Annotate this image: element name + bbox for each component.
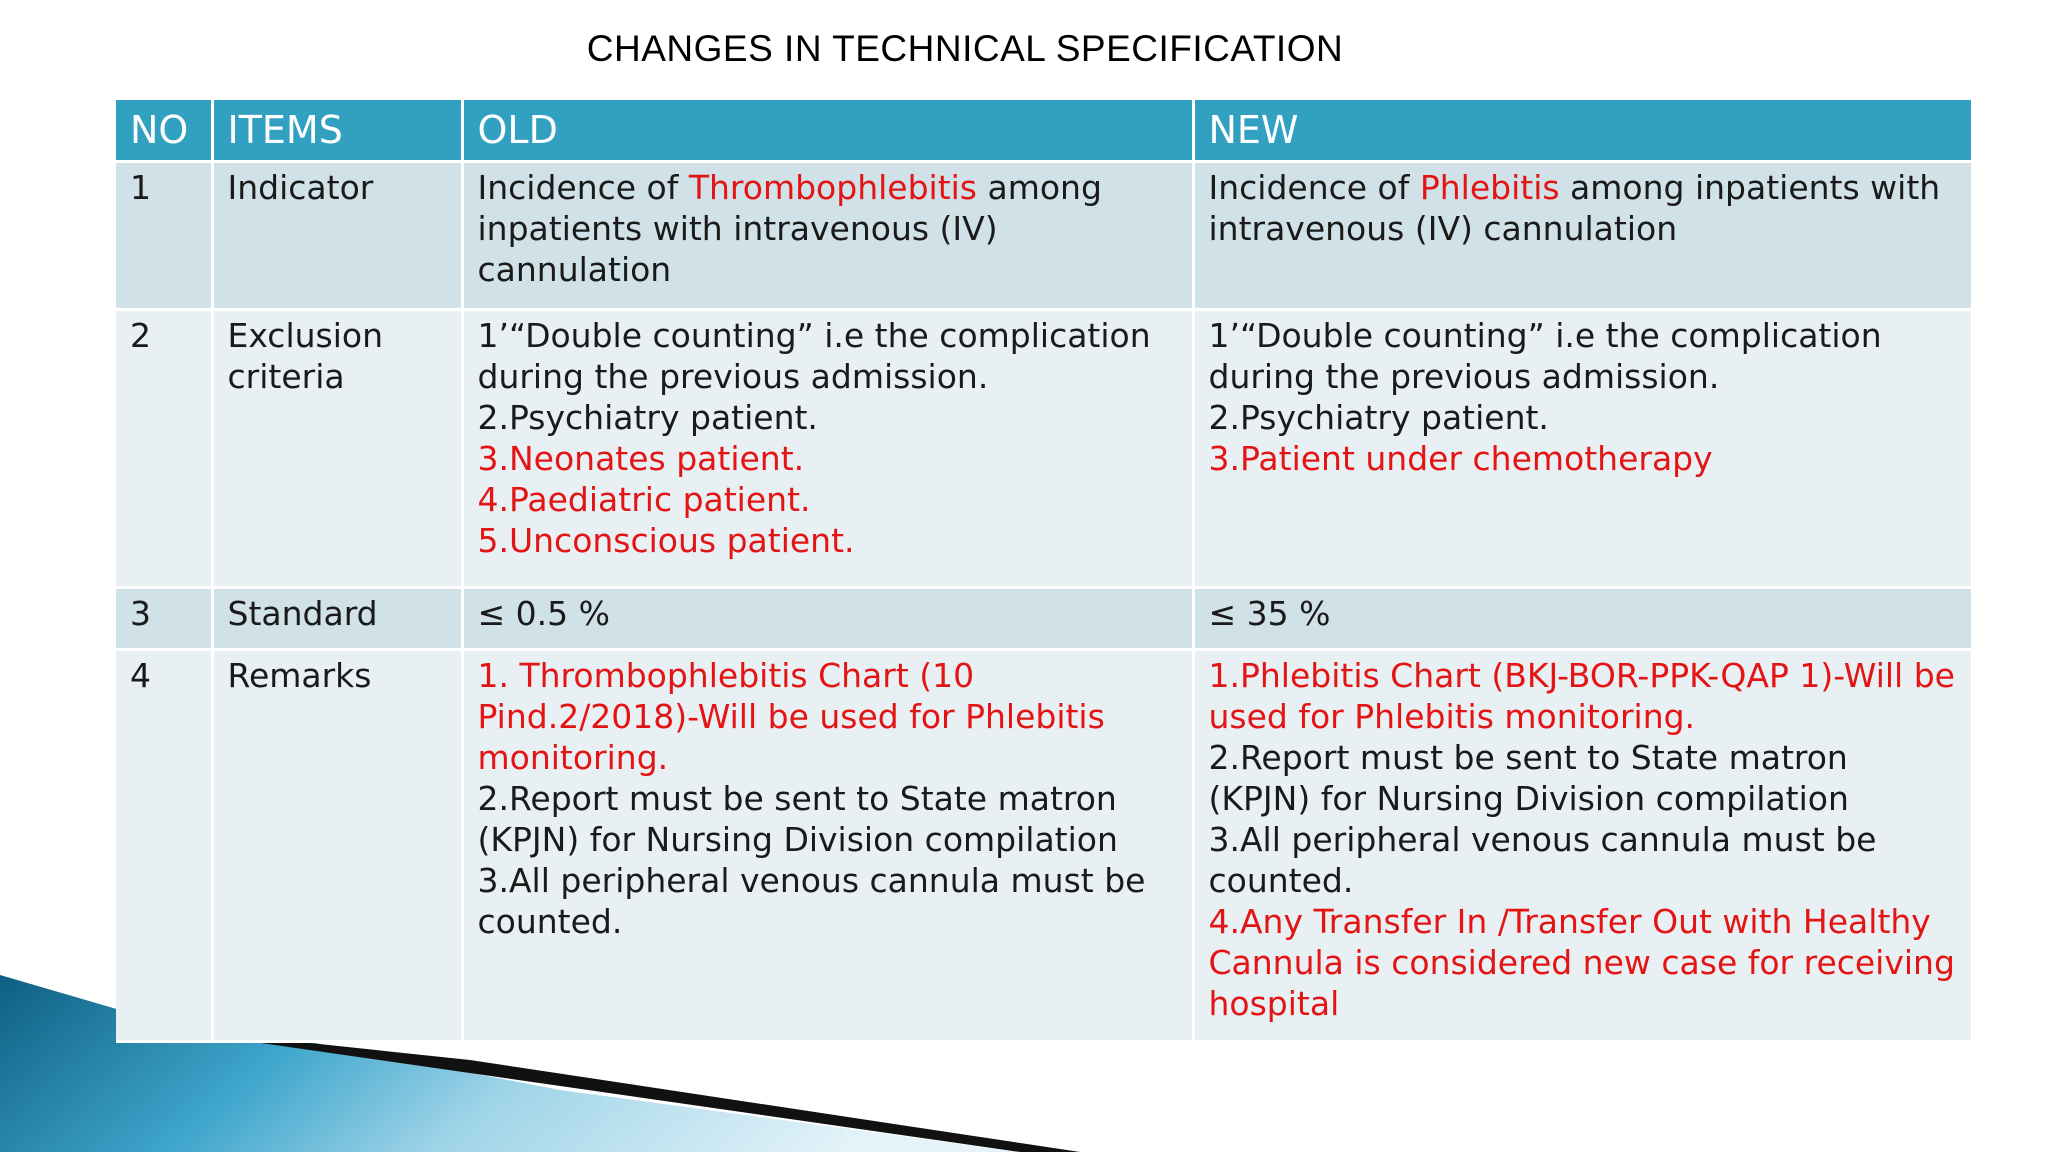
col-header-old: OLD <box>462 100 1193 162</box>
new-text-highlight: Phlebitis <box>1419 168 1560 207</box>
new-text-pre: Incidence of <box>1208 168 1420 207</box>
row-item: Standard <box>212 588 462 650</box>
new-remark-line: 1.Phlebitis Chart (BKJ-BOR-PPK-QAP 1)-Will be used for Phlebitis monitoring. <box>1208 656 1955 736</box>
old-cell <box>462 310 1193 588</box>
header-row <box>116 100 1971 162</box>
row-item: Indicator <box>212 162 462 310</box>
row-number: 2 <box>116 310 212 588</box>
old-exclusion-line: 1’“Double counting” i.e the complication during the previous admission. <box>477 316 1151 396</box>
row-number: 4 <box>116 650 212 1042</box>
old-exclusion-line: 2.Psychiatry patient. <box>477 398 818 437</box>
old-cell <box>462 162 1193 310</box>
row-item: Exclusion criteria <box>212 310 462 588</box>
new-remark-line: 3.All peripheral venous cannula must be counted. <box>1208 820 1877 900</box>
old-remark-line: 1. Thrombophlebitis Chart (10 Pind.2/2018)-Will be used for Phlebitis monitoring. <box>477 656 1105 777</box>
old-exclusion-line: 3.Neonates patient. <box>477 439 805 478</box>
new-text-post: among inpatients with intravenous (IV) cannulation <box>1208 168 1941 248</box>
new-exclusion-line: 3.Patient under chemotherapy <box>1208 439 1713 478</box>
old-remark-line: 2.Report must be sent to State matron (KPJN) for Nursing Division compilation <box>477 779 1118 859</box>
new-cell <box>1193 310 1971 588</box>
new-exclusion-line: 2.Psychiatry patient. <box>1208 398 1549 437</box>
row-number: 1 <box>116 162 212 310</box>
old-cell <box>462 650 1193 1042</box>
new-exclusion-line: 1’“Double counting” i.e the complication during the previous admission. <box>1208 316 1882 396</box>
new-standard-value: ≤ 35 % <box>1193 588 1971 650</box>
old-standard-value: ≤ 0.5 % <box>462 588 1193 650</box>
new-cell <box>1193 162 1971 310</box>
old-remark-line: 3.All peripheral venous cannula must be counted. <box>477 861 1146 941</box>
table-row-exclusion <box>116 310 1971 588</box>
slide-title: CHANGES IN TECHNICAL SPECIFICATION <box>586 28 1344 69</box>
col-header-items: ITEMS <box>212 100 462 162</box>
old-text-pre: Incidence of <box>477 168 689 207</box>
table-row-remarks <box>116 650 1971 1042</box>
row-item: Remarks <box>212 650 462 1042</box>
old-exclusion-line: 5.Unconscious patient. <box>477 521 855 560</box>
old-text-post: among inpatients with intravenous (IV) cannulation <box>477 168 1102 289</box>
table-row-indicator <box>116 162 1971 310</box>
spec-table <box>116 100 1971 1043</box>
col-header-new: NEW <box>1193 100 1971 162</box>
row-number: 3 <box>116 588 212 650</box>
new-remark-line: 2.Report must be sent to State matron (KPJN) for Nursing Division compilation <box>1208 738 1849 818</box>
col-header-no: NO <box>116 100 212 162</box>
new-cell <box>1193 650 1971 1042</box>
table-row-standard <box>116 588 1971 650</box>
old-exclusion-line: 4.Paediatric patient. <box>477 480 811 519</box>
old-text-highlight: Thrombophlebitis <box>688 168 977 207</box>
new-remark-line: 4.Any Transfer In /Transfer Out with Healthy Cannula is considered new case for receiving hospital <box>1208 902 1955 1023</box>
